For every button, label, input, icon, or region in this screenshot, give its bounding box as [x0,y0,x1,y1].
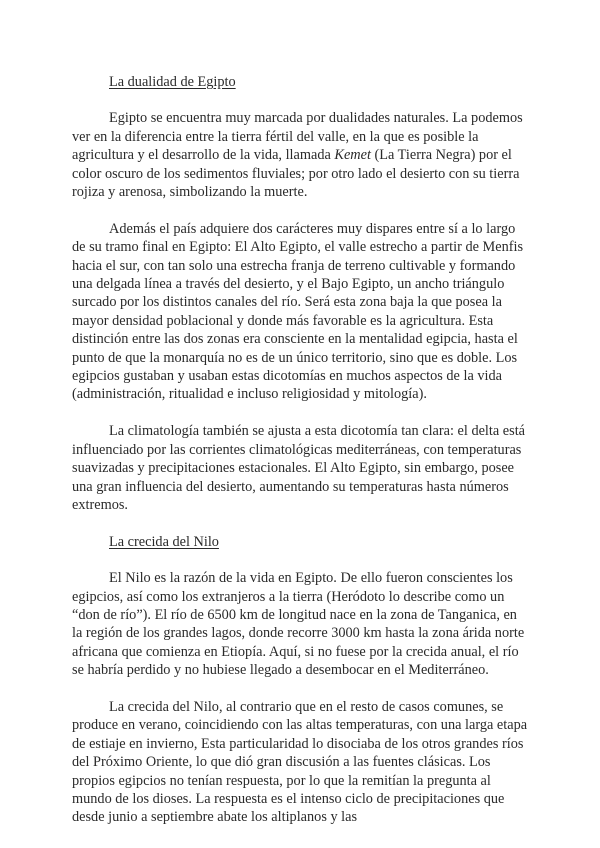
paragraph: La crecida del Nilo, al contrario que en el resto de casos comunes, se produce en verano, coincidiendo con las altas temperaturas, con una larga etapa de estiaje en invierno, Esta particularidad lo disociaba de los otros grandes ríos del Próximo Oriente, lo que dió gran discusión a las fuentes clásicas. Los propios egipcios no tenían respuesta, por lo que la remitían la pregunta al mundo de los dioses. La respuesta es el intenso ciclo de precipitaciones que desde junio a septiembre abate los altiplanos y las [72,698,528,826]
paragraph: La climatología también se ajusta a esta dicotomía tan clara: el delta está influenciado por las corrientes climatológicas mediterráneas, con temperaturas suavizadas y precipitaciones estacionales. El Alto Egipto, sin embargo, posee una gran influencia del desierto, aumentando su temperaturas hasta números extremos. [72,423,526,513]
paragraph: El Nilo es la razón de la vida en Egipto. De ello fueron conscientes los egipcios, así como los extranjeros a la tierra (Heródoto lo describe como un “don de río”). El río de 6500 km de longitud nace en la zona de Tanganica, en la región de los grandes lagos, donde recorre 3000 km hasta la zona árida norte africana que comienza en Etiopía. Aquí, si no fuese por la crecida anual, el río se habría perdido y no hubiese llegado a desembocar en el Mediterráneo. [72,570,525,679]
paragraph: Además el país adquiere dos carácteres muy dispares entre sí a lo largo de su tramo final en Egipto: El Alto Egipto, el valle estrecho a partir de Menfis hacia el sur, con tan solo una estrecha franja de terreno cultivable y formando una delgada línea a través del desierto, y el Bajo Egipto, un ancho triángulo surcado por los distintos canales del río. Será esta zona baja la que posea la mayor densidad poblacional y donde más favorable es la agricultura. Esta distinción entre las dos zonas era consciente en la mentalidad egipcia, hasta el punto de que la monarquía no es de un único territorio, sino que es doble. Los egipcios gustaban y usaban estas dicotomías en muchos aspectos de la vida (administración, ritualidad e incluso religiosidad y mitología). [72,220,524,403]
section-heading-dualidad: La dualidad de Egipto [109,74,236,90]
section-heading-crecida: La crecida del Nilo [109,533,219,550]
emphasis-kemet: Kemet [334,147,371,164]
paragraph: Egipto se encuentra muy marcada por dualidades naturales. La podemos ver en la diferencia entre la tierra fértil del valle, en la que es posible la agricultura y el desarrollo de la vida, llamada Kemet (La Tierra Negra) por el color oscuro de los sedimentos fluviales; por otro lado el desierto con su tierra rojiza y arenosa, simbolizando la muerte. [72,110,523,201]
page-content [72,73,530,845]
